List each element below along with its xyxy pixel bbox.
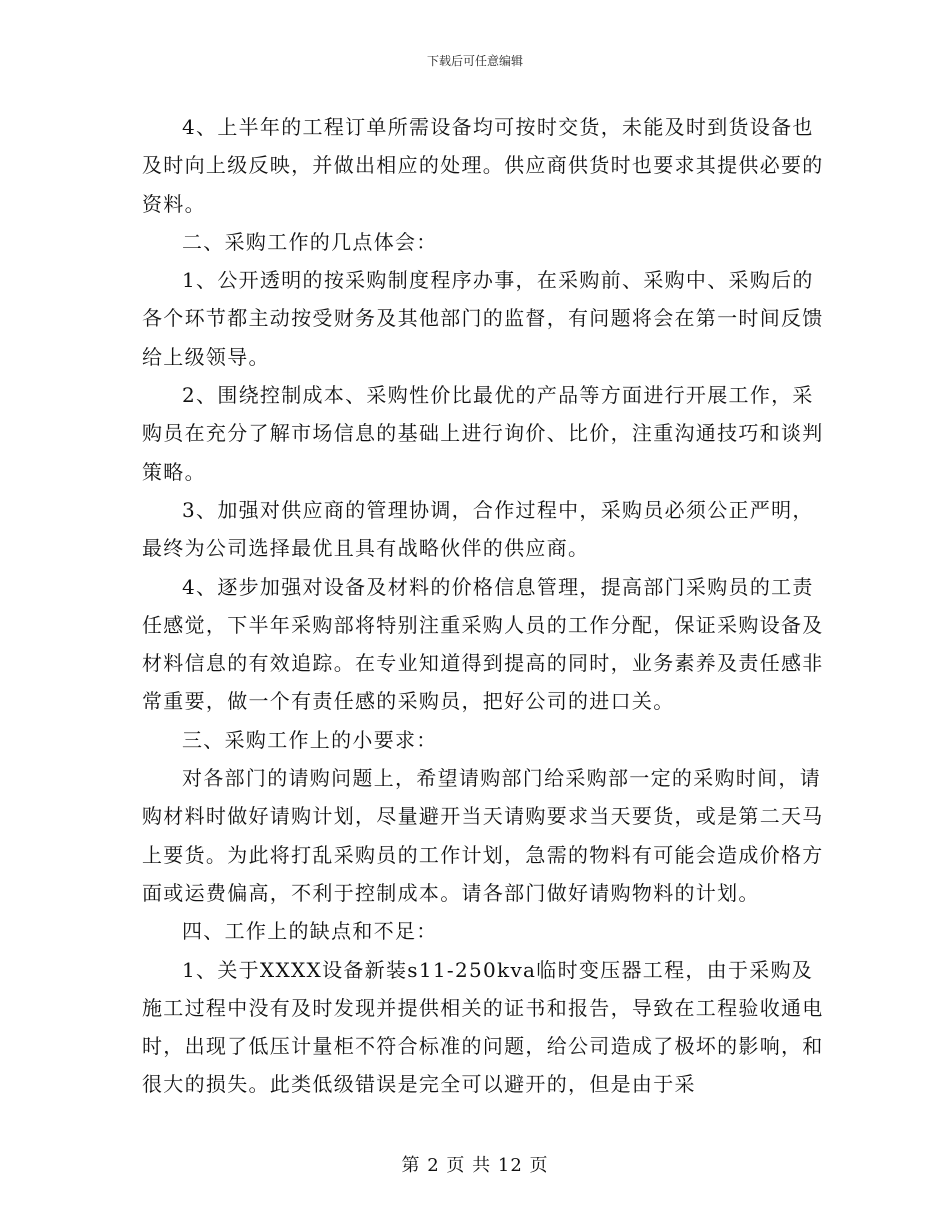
heading-requirements: 三、采购工作上的小要求：: [182, 727, 438, 752]
heading-shortcomings: 四、工作上的缺点和不足：: [182, 919, 438, 944]
paragraph-requisition: 对各部门的请购问题上，希望请购部门给采购部一定的采购时间，请购材料时做好请购计划，尽量避开当天请购要求当天要货，或是第二天马上要货。为此将打乱采购员的工作计划，急需的物料有可能会造成价格方面或运费偏高，不利于控制成本。请各部门做好请购物料的计划。: [142, 766, 824, 905]
footer-current-page: 2: [427, 1155, 440, 1176]
paragraph-transparency: 1、公开透明的按采购制度程序办事，在采购前、采购中、采购后的各个环节都主动按受财务及其他部门的监督，有问题将会在第一时间反馈给上级领导。: [142, 268, 824, 369]
page-footer: [0, 1155, 950, 1177]
footer-middle: 页 共: [446, 1155, 492, 1176]
paragraph-supplier: 3、加强对供应商的管理协调，合作过程中，采购员必须公正严明，最终为公司选择最优且具有战略伙伴的供应商。: [142, 497, 814, 561]
paragraph-delivery: 4、上半年的工程订单所需设备均可按时交货，未能及时到货设备也及时向上级反映，并做出相应的处理。供应商供货时也要求其提供必要的资料。: [142, 115, 824, 216]
document-body: [142, 108, 832, 1104]
heading-experience: 二、采购工作的几点体会：: [182, 229, 438, 254]
page-header: 下载后可任意编辑: [426, 54, 523, 68]
paragraph-cost-control: 2、围绕控制成本、采购性价比最优的产品等方面进行开展工作，采购员在充分了解市场信息的基础上进行询价、比价，注重沟通技巧和谈判策略。: [142, 383, 824, 484]
paragraph-transformer: 1、关于XXXX设备新装s11-250kva临时变压器工程，由于采购及施工过程中没有及时发现并提供相关的证书和报告，导致在工程验收通电时，出现了低压计量柜不符合标准的问题，给公司造成了极坏的影响，和很大的损失。此类低级错误是完全可以避开的，但是由于采: [142, 957, 824, 1097]
paragraph-price-info: 4、逐步加强对设备及材料的价格信息管理，提高部门采购员的工责任感觉，下半年采购部将特别注重采购人员的工作分配，保证采购设备及材料信息的有效追踪。在专业知道得到提高的同时，业务素养及责任感非常重要，做一个有责任感的采购员，把好公司的进口关。: [142, 574, 824, 714]
footer-total-pages: 12: [497, 1155, 523, 1176]
footer-prefix: 第: [401, 1155, 421, 1176]
footer-suffix: 页: [529, 1155, 549, 1176]
